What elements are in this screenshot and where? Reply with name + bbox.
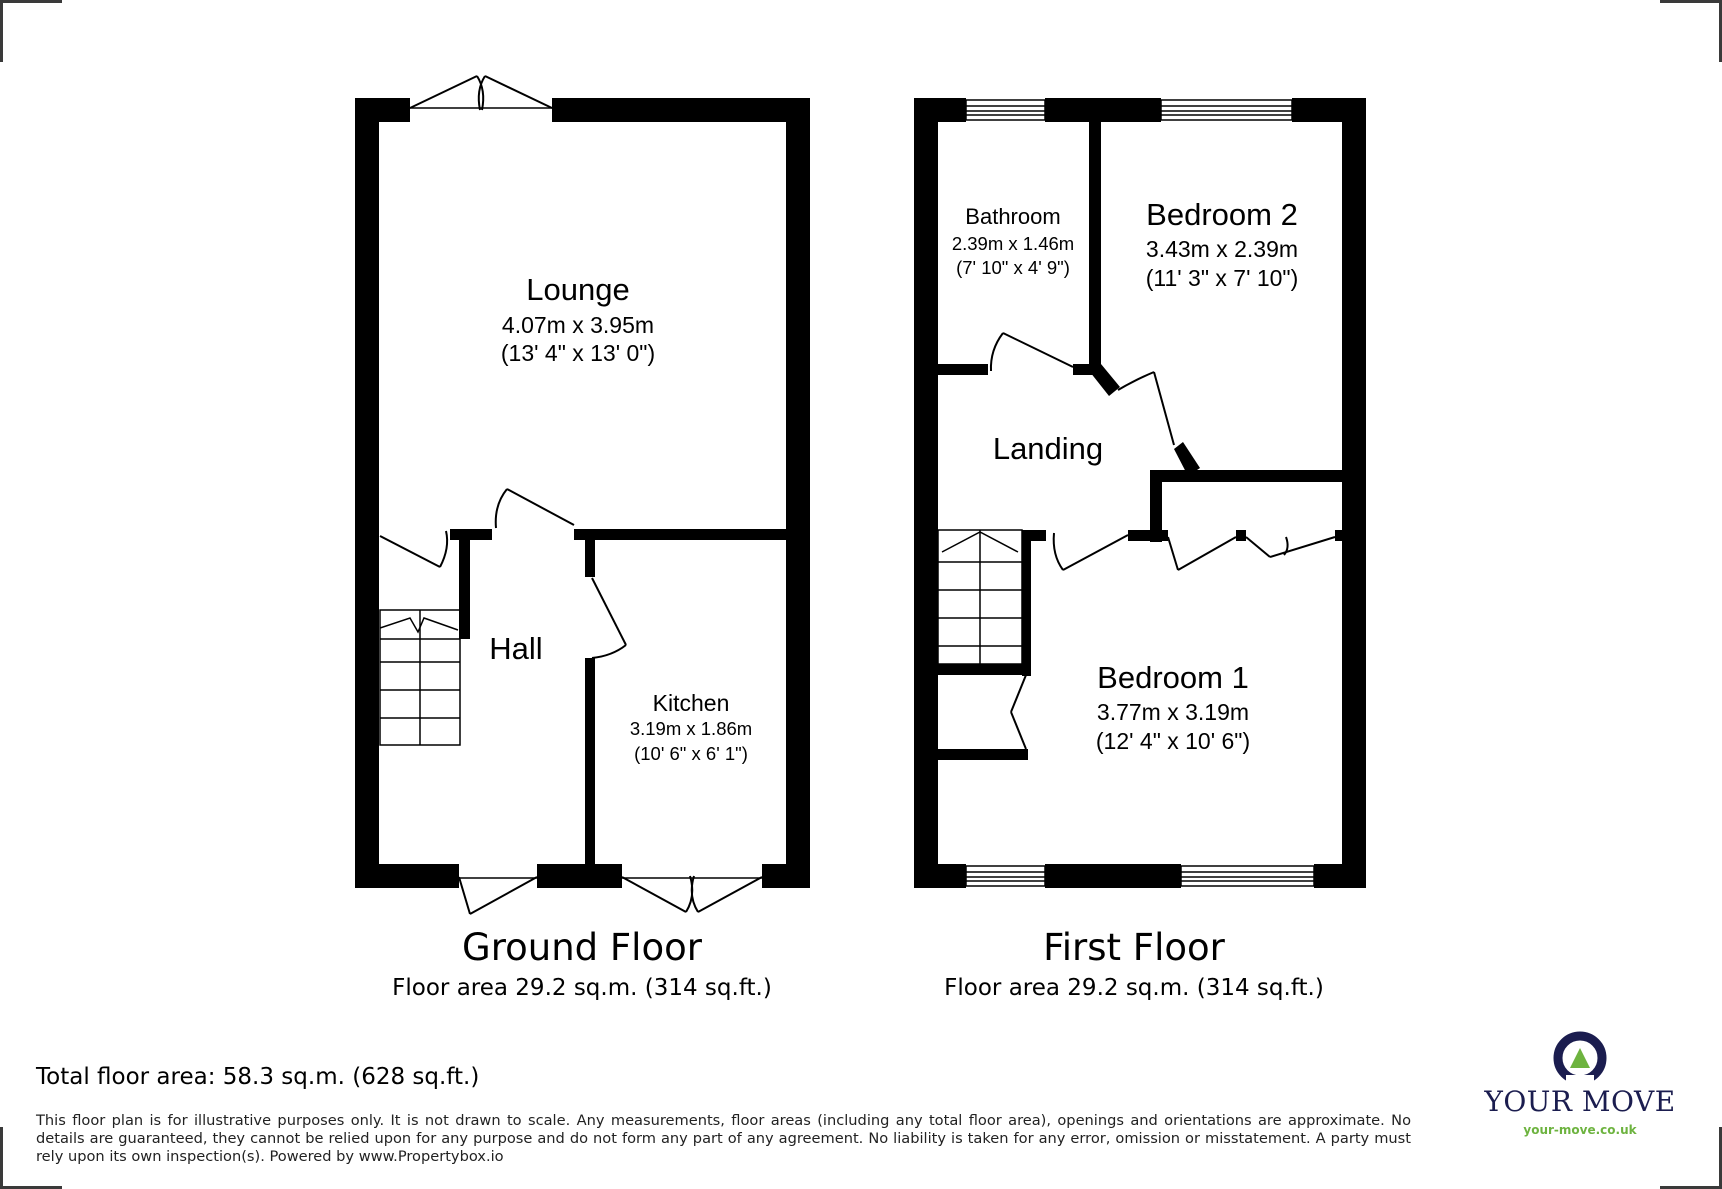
logo-url: your-move.co.uk [1523,1123,1637,1137]
ground-floor-title: Ground Floor [462,926,702,969]
ground-floor-plan [355,76,810,914]
bathroom-name: Bathroom [965,204,1061,229]
first-floor-stairs [938,530,1022,664]
ground-floor-walls [355,98,810,888]
ground-floor-stairs [380,610,460,745]
kitchen-metric: 3.19m x 1.86m [629,718,753,739]
bedroom1-name: Bedroom 1 [1097,660,1249,695]
logo-mark-icon [1480,1030,1680,1090]
bedroom2-metric: 3.43m x 2.39m [1145,236,1299,262]
hall-name: Hall [489,631,543,666]
landing-name: Landing [992,431,1104,466]
bedroom1-imperial: (12' 4" x 10' 6") [1095,728,1251,754]
your-move-logo [1480,1030,1680,1140]
logo-name: YOUR MOVE [1484,1085,1676,1118]
ground-floor-doors [380,76,762,914]
ground-floor-area: Floor area 29.2 sq.m. (314 sq.ft.) [392,975,772,1001]
bathroom-imperial: (7' 10" x 4' 9") [956,257,1070,278]
disclaimer: This floor plan is for illustrative purposes only. It is not drawn to scale. Any measurements, floor areas (including any total floor area), openings and orientations are approximate. No details are guaranteed, they cannot be relied upon for any purpose and do not form any part of any agreement. No liability is taken for any error, omission or misstatement. A party must rely upon its own inspection(s). Powered by www.Propertybox.io [36,1112,1411,1165]
lounge-metric: 4.07m x 3.95m [501,312,655,338]
total-floor-area: Total floor area: 58.3 sq.m. (628 sq.ft.) [36,1064,480,1090]
lounge-imperial: (13' 4" x 13' 0") [500,340,656,366]
first-floor-title: First Floor [1043,926,1225,969]
kitchen-name: Kitchen [652,690,730,716]
bedroom2-name: Bedroom 2 [1146,197,1298,232]
first-floor-plan [914,98,1366,888]
first-floor-area: Floor area 29.2 sq.m. (314 sq.ft.) [944,975,1324,1001]
lounge-name: Lounge [526,272,630,307]
kitchen-imperial: (10' 6" x 6' 1") [634,743,748,764]
bedroom2-imperial: (11' 3" x 7' 10") [1145,265,1299,291]
bathroom-metric: 2.39m x 1.46m [951,233,1075,254]
bedroom1-metric: 3.77m x 3.19m [1096,699,1250,725]
